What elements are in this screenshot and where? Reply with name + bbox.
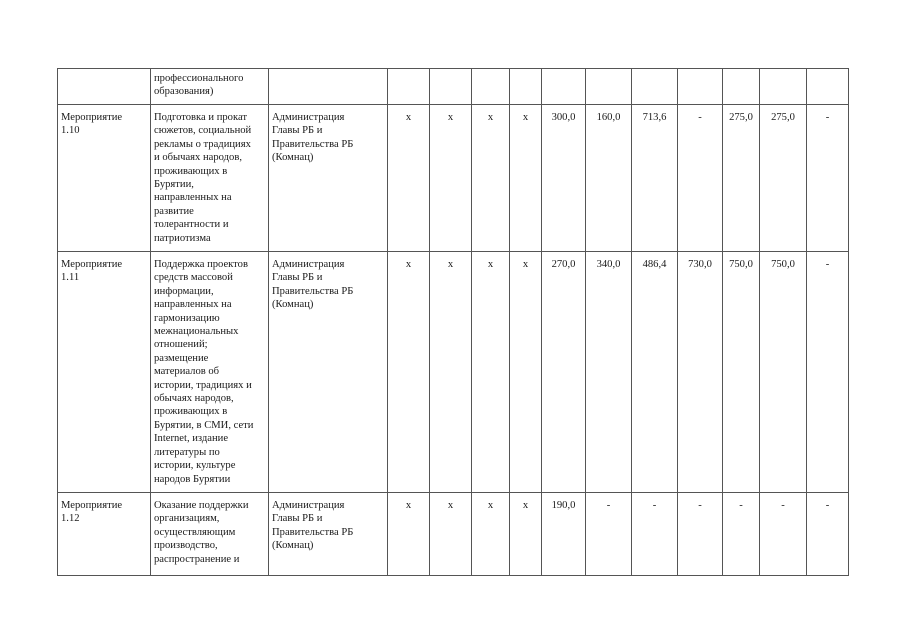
activity-description-cell: Оказание поддержки организациям, осуществляющим производство, распространение и bbox=[151, 493, 269, 576]
activity-label-cell: Мероприятие 1.11 bbox=[58, 252, 151, 493]
value-cell: 270,0 bbox=[542, 252, 586, 493]
value-cell bbox=[586, 69, 632, 105]
responsible-agency-cell: Администрация Главы РБ и Правительства РБ (Комнац) bbox=[269, 493, 388, 576]
value-cell bbox=[510, 69, 542, 105]
activity-description-cell: Поддержка проектов средств массовой информации, направленных на гармонизацию межнациональных отношений; размещение материалов об истории, традициях и обычаях народов, проживающих в Бурятии, в СМИ, сети Internet, издание литературы по истории, культуре народов Бурятии bbox=[151, 252, 269, 493]
value-cell: x bbox=[472, 105, 510, 252]
value-cell: x bbox=[510, 252, 542, 493]
value-cell: x bbox=[430, 105, 472, 252]
value-cell: - bbox=[723, 493, 760, 576]
value-cell bbox=[760, 69, 807, 105]
value-cell bbox=[472, 69, 510, 105]
value-cell: - bbox=[586, 493, 632, 576]
value-cell: x bbox=[430, 252, 472, 493]
value-cell: x bbox=[388, 105, 430, 252]
value-cell bbox=[542, 69, 586, 105]
value-cell: 275,0 bbox=[723, 105, 760, 252]
responsible-agency-cell: Администрация Главы РБ и Правительства РБ (Комнац) bbox=[269, 105, 388, 252]
value-cell: 190,0 bbox=[542, 493, 586, 576]
value-cell bbox=[723, 69, 760, 105]
value-cell: - bbox=[632, 493, 678, 576]
activity-description-cell: профессионального образования) bbox=[151, 69, 269, 105]
value-cell: 486,4 bbox=[632, 252, 678, 493]
value-cell: 300,0 bbox=[542, 105, 586, 252]
value-cell: 275,0 bbox=[760, 105, 807, 252]
value-cell: 750,0 bbox=[723, 252, 760, 493]
value-cell bbox=[678, 69, 723, 105]
program-activities-table bbox=[57, 68, 849, 576]
activity-label-cell: Мероприятие 1.10 bbox=[58, 105, 151, 252]
value-cell: 713,6 bbox=[632, 105, 678, 252]
value-cell: x bbox=[510, 493, 542, 576]
value-cell: - bbox=[807, 252, 849, 493]
activity-description-cell: Подготовка и прокат сюжетов, социальной рекламы о традициях и обычаях народов, проживающих в Бурятии, направленных на развитие толерантности и патриотизма bbox=[151, 105, 269, 252]
value-cell: x bbox=[510, 105, 542, 252]
value-cell: 750,0 bbox=[760, 252, 807, 493]
value-cell: - bbox=[760, 493, 807, 576]
value-cell: - bbox=[678, 105, 723, 252]
value-cell: 340,0 bbox=[586, 252, 632, 493]
table-row bbox=[58, 493, 849, 576]
value-cell: - bbox=[807, 493, 849, 576]
table-row bbox=[58, 69, 849, 105]
responsible-agency-cell bbox=[269, 69, 388, 105]
table-row bbox=[58, 105, 849, 252]
value-cell: - bbox=[807, 105, 849, 252]
value-cell: x bbox=[430, 493, 472, 576]
activity-label-cell: Мероприятие 1.12 bbox=[58, 493, 151, 576]
value-cell bbox=[807, 69, 849, 105]
value-cell bbox=[430, 69, 472, 105]
value-cell: x bbox=[388, 252, 430, 493]
value-cell: x bbox=[472, 252, 510, 493]
responsible-agency-cell: Администрация Главы РБ и Правительства РБ (Комнац) bbox=[269, 252, 388, 493]
value-cell: x bbox=[388, 493, 430, 576]
value-cell: 730,0 bbox=[678, 252, 723, 493]
value-cell bbox=[388, 69, 430, 105]
table-row bbox=[58, 252, 849, 493]
value-cell: - bbox=[678, 493, 723, 576]
value-cell bbox=[632, 69, 678, 105]
value-cell: 160,0 bbox=[586, 105, 632, 252]
activity-label-cell bbox=[58, 69, 151, 105]
value-cell: x bbox=[472, 493, 510, 576]
